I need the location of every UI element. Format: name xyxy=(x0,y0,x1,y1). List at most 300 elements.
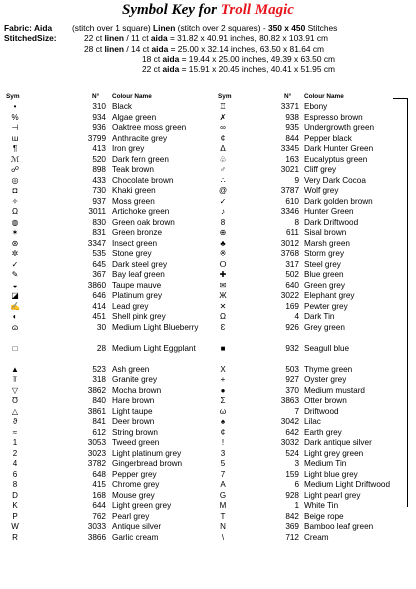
colour-name: Blue green xyxy=(304,270,344,279)
colour-name: Green oak brown xyxy=(112,217,175,227)
symbol-key-row xyxy=(212,123,412,134)
symbol-key-row xyxy=(4,260,204,271)
colour-name: Ebony xyxy=(304,102,328,111)
dmc-number: 3 xyxy=(294,459,299,468)
symbol: ✓ xyxy=(219,196,227,206)
colour-name: Undergrowth green xyxy=(304,123,375,132)
symbol: ✓ xyxy=(11,259,19,269)
colour-name: Dark Hunter Green xyxy=(304,144,374,153)
symbol: □ xyxy=(12,343,18,353)
symbol: ♂ xyxy=(220,165,226,174)
dmc-number: 926 xyxy=(285,322,299,332)
right-rows xyxy=(212,102,412,543)
symbol: R xyxy=(12,532,18,542)
symbol: ✧ xyxy=(11,196,19,206)
dmc-number: 935 xyxy=(285,123,299,132)
symbol-key-row xyxy=(4,522,204,533)
symbol-key-row xyxy=(4,312,204,323)
symbol: T xyxy=(220,511,226,521)
dmc-number: 3011 xyxy=(88,207,106,216)
colour-name: Eucalyptus green xyxy=(304,154,368,164)
page-title xyxy=(0,2,416,19)
colour-name: Mouse grey xyxy=(112,490,155,500)
symbol-key-row xyxy=(4,155,204,166)
dmc-number: 646 xyxy=(92,291,106,300)
symbol: 1 xyxy=(12,438,18,447)
colour-name: Light platinum grey xyxy=(112,448,182,458)
symbol: G xyxy=(219,490,227,500)
symbol: ✚ xyxy=(219,270,227,279)
symbol: A xyxy=(220,480,226,489)
sym-header: Sym xyxy=(218,93,232,100)
dmc-number: 3033 xyxy=(87,522,106,531)
symbol: ɷ xyxy=(11,322,19,332)
colour-name: Chocolate brown xyxy=(112,175,174,185)
symbol: ✗ xyxy=(219,112,227,122)
symbol-key-row xyxy=(212,239,412,250)
colour-name: Sisal brown xyxy=(304,228,347,237)
colour-name: Taupe mauve xyxy=(112,280,162,290)
dmc-number: 370 xyxy=(285,385,299,395)
colour-name: Grey green xyxy=(304,322,345,332)
colour-name: Bay leaf green xyxy=(112,270,165,279)
symbol-key-row xyxy=(212,512,412,523)
symbol-key-row xyxy=(4,438,204,449)
symbol: △ xyxy=(11,406,19,416)
dmc-number: 30 xyxy=(96,322,106,332)
colour-name: Gingerbread brown xyxy=(112,459,183,468)
dmc-number: 3782 xyxy=(87,459,106,468)
colour-name: Algae green xyxy=(112,112,157,122)
symbol-key-row xyxy=(4,123,204,134)
colour-name: Teak brown xyxy=(112,165,154,174)
symbol: ! xyxy=(221,438,225,447)
colour-name: Ash green xyxy=(112,364,150,374)
symbol: • xyxy=(13,102,17,111)
symbol: ✍ xyxy=(10,301,20,311)
symbol-key-row xyxy=(4,176,204,187)
colour-name: Dark fern green xyxy=(112,154,169,164)
symbol-key-row xyxy=(212,501,412,512)
dmc-number: 840 xyxy=(92,396,106,405)
symbol-key-row xyxy=(4,365,204,376)
symbol-key-row xyxy=(212,312,412,323)
dmc-number: 3023 xyxy=(87,448,106,458)
dmc-number: 7 xyxy=(294,406,299,416)
symbol: ✶ xyxy=(11,228,19,237)
symbol-key-row xyxy=(212,459,412,470)
symbol-key-left-column xyxy=(4,93,204,543)
fabric-size-info xyxy=(4,23,414,74)
dmc-number: 502 xyxy=(285,270,299,279)
fabric-label: Fabric: Aida xyxy=(4,23,53,33)
symbol-key-row xyxy=(212,270,412,281)
symbol: ♣ xyxy=(220,238,226,248)
colour-name: Platinum grey xyxy=(112,291,163,300)
symbol: ▽ xyxy=(11,385,19,395)
colour-name: Earth grey xyxy=(304,427,342,437)
symbol: M xyxy=(219,501,227,510)
colour-name: Chrome grey xyxy=(112,480,160,489)
symbol-key-row xyxy=(4,134,204,145)
colour-name: Dark Tin xyxy=(304,312,335,321)
dmc-number: 645 xyxy=(92,259,106,269)
symbol: ● xyxy=(220,385,226,395)
colour-name: Beige rope xyxy=(304,511,344,521)
symbol: Ω xyxy=(220,312,226,321)
symbol: ∴ xyxy=(220,175,226,185)
title-pattern-name: Troll Magic xyxy=(220,2,294,18)
colour-name: Stone grey xyxy=(112,249,152,258)
colour-name-header: Colour Name xyxy=(112,93,152,100)
symbol-key-row xyxy=(212,428,412,439)
dmc-number: 3860 xyxy=(87,280,106,290)
symbol-key-row xyxy=(212,417,412,428)
dmc-number: 523 xyxy=(92,364,106,374)
dmc-number: 310 xyxy=(92,102,106,111)
symbol: 8 xyxy=(220,217,226,227)
colour-name: Lilac xyxy=(304,417,321,426)
dmc-number: 413 xyxy=(92,144,106,153)
colour-name: Seagull blue xyxy=(304,343,350,353)
dmc-number: 414 xyxy=(92,301,106,311)
symbol-key-row xyxy=(4,533,204,544)
symbol: ◎ xyxy=(11,175,19,185)
dmc-number: 3861 xyxy=(87,406,106,416)
colour-name: Storm grey xyxy=(304,249,345,258)
dmc-number: 831 xyxy=(92,228,106,237)
colour-name: Granite grey xyxy=(112,375,158,384)
dmc-number: 642 xyxy=(285,427,299,437)
dmc-number: 3799 xyxy=(87,133,106,143)
dmc-number: 712 xyxy=(285,532,299,542)
colour-name: Light grey green xyxy=(304,448,364,458)
dmc-number: 4 xyxy=(294,312,299,321)
colour-name: Green bronze xyxy=(112,228,163,237)
left-column-header xyxy=(4,93,204,102)
colour-name: Hare brown xyxy=(112,396,155,405)
dmc-number: 644 xyxy=(92,501,106,510)
symbol-key-row xyxy=(212,249,412,260)
symbol-key-row xyxy=(4,270,204,281)
colour-name: Green grey xyxy=(304,280,345,290)
symbol-key-row xyxy=(212,197,412,208)
dmc-number: 830 xyxy=(92,217,106,227)
colour-name: String brown xyxy=(112,427,158,437)
symbol-key-row xyxy=(212,344,412,365)
dmc-number: 9 xyxy=(294,175,299,185)
symbol-key-row xyxy=(4,113,204,124)
title-prefix: Symbol Key for xyxy=(122,2,218,18)
dmc-number: 1 xyxy=(294,501,299,510)
symbol-key-row xyxy=(212,228,412,239)
colour-name: Dark steel grey xyxy=(112,259,168,269)
colour-name: Light blue grey xyxy=(304,469,358,479)
colour-name-header: Colour Name xyxy=(304,93,344,100)
symbol-key-row xyxy=(4,197,204,208)
dmc-number: 936 xyxy=(92,123,106,132)
colour-name: Cream xyxy=(304,532,329,542)
dmc-number: 8 xyxy=(294,217,299,227)
symbol-key-row xyxy=(4,323,204,344)
dmc-number: 520 xyxy=(92,154,106,164)
symbol-key-row xyxy=(4,218,204,229)
fabric-line xyxy=(4,23,414,33)
dmc-number: 842 xyxy=(285,511,299,521)
symbol-key-row xyxy=(4,512,204,523)
symbol: ♖ xyxy=(219,102,227,111)
symbol-key-row xyxy=(4,344,204,365)
colour-name: Insect green xyxy=(112,238,158,248)
symbol: Ж xyxy=(219,291,227,300)
symbol-key-row xyxy=(4,417,204,428)
symbol: @ xyxy=(218,186,228,195)
colour-name: Mocha brown xyxy=(112,385,162,395)
dmc-number: 524 xyxy=(285,448,299,458)
symbol: Σ xyxy=(220,396,226,405)
symbol-key-row xyxy=(4,501,204,512)
colour-name: Lead grey xyxy=(112,301,149,311)
symbol-key-row xyxy=(4,144,204,155)
dmc-number: 3787 xyxy=(280,186,299,195)
dmc-number: 433 xyxy=(92,175,106,185)
dmc-number: 3032 xyxy=(280,438,299,447)
symbol: ⵔ xyxy=(219,259,227,269)
dmc-number: 938 xyxy=(285,112,299,122)
symbol-key-row xyxy=(4,228,204,239)
symbol: Ɛ xyxy=(220,322,226,332)
symbol-key-row xyxy=(212,165,412,176)
colour-name: Cliff grey xyxy=(304,165,337,174)
colour-name: Pearl grey xyxy=(112,511,150,521)
symbol: X xyxy=(220,364,226,374)
right-column-header xyxy=(212,93,412,102)
symbol-key-row xyxy=(212,113,412,124)
colour-name: Driftwood xyxy=(304,406,339,416)
symbol: ϑ xyxy=(12,417,18,426)
symbol: ᐃ xyxy=(220,144,226,153)
symbol-key-row xyxy=(212,291,412,302)
dmc-number: 6 xyxy=(294,480,299,489)
colour-name: Khaki green xyxy=(112,186,156,195)
symbol-key-row xyxy=(212,260,412,271)
dmc-number: 3863 xyxy=(280,396,299,405)
dmc-number: 3768 xyxy=(280,249,299,258)
dmc-number: 3862 xyxy=(87,385,106,395)
sym-header: Sym xyxy=(6,93,20,100)
symbol: 5 xyxy=(220,459,226,468)
symbol: ≈ xyxy=(12,427,18,437)
symbol-key-row xyxy=(212,302,412,313)
number-header: N° xyxy=(284,93,292,100)
dmc-number: 3346 xyxy=(280,207,299,216)
symbol: Ʊ xyxy=(12,396,18,405)
colour-name: Dark antique silver xyxy=(304,438,372,447)
colour-name: Dark Driftwood xyxy=(304,217,359,227)
stitched-size-label: StitchedSize: xyxy=(4,33,57,44)
symbol: 7 xyxy=(220,469,226,479)
dmc-number: 3053 xyxy=(87,438,106,447)
symbol-key-row xyxy=(212,134,412,145)
symbol: ◒ xyxy=(12,280,18,290)
stitched-size-line xyxy=(4,33,414,43)
symbol-key-row xyxy=(4,428,204,439)
symbol-key-row xyxy=(4,165,204,176)
dmc-number: 3012 xyxy=(280,238,299,248)
symbol: ¢ xyxy=(220,133,226,143)
colour-name: Medium Light Eggplant xyxy=(112,343,196,353)
symbol-key-row xyxy=(212,281,412,292)
colour-name: Light green grey xyxy=(112,501,172,510)
symbol: ℳ xyxy=(10,154,20,164)
symbol-key-row xyxy=(212,218,412,229)
symbol: ✕ xyxy=(219,301,227,311)
symbol: ω xyxy=(219,406,227,416)
dmc-number: 841 xyxy=(92,417,106,426)
colour-name: Medium Light Blueberry xyxy=(112,322,199,332)
symbol: ♧ xyxy=(219,154,227,164)
symbol: ※ xyxy=(219,249,227,258)
symbol: ☍ xyxy=(10,165,20,174)
dmc-number: 451 xyxy=(92,312,106,321)
symbol: 8 xyxy=(12,480,18,489)
symbol: ◪ xyxy=(11,291,19,300)
colour-name: Marsh green xyxy=(304,238,350,248)
colour-name: Medium Tin xyxy=(304,459,347,468)
symbol-key-row xyxy=(212,102,412,113)
symbol-key-row xyxy=(4,375,204,386)
symbol-key-row xyxy=(212,365,412,376)
symbol-key-row xyxy=(4,239,204,250)
dmc-number: 169 xyxy=(285,301,299,311)
colour-name: Steel grey xyxy=(304,259,341,269)
symbol: ¢ xyxy=(220,427,226,437)
dmc-number: 317 xyxy=(285,259,299,269)
size-line-3: 18 ct aida = 19.44 x 25.00 inches, 49.39 x 63.50 cm xyxy=(142,53,335,64)
dmc-number: 415 xyxy=(92,480,106,489)
colour-name: Wolf grey xyxy=(304,186,339,195)
symbol: ✉ xyxy=(219,280,227,290)
symbol-key-row xyxy=(4,459,204,470)
colour-name: Thyme green xyxy=(304,364,353,374)
dmc-number: 932 xyxy=(285,343,299,353)
symbol: ¶ xyxy=(12,144,18,153)
colour-name: Dark golden brown xyxy=(304,196,373,206)
dmc-number: 762 xyxy=(92,511,106,521)
symbol-key-row xyxy=(4,480,204,491)
colour-name: Very Dark Cocoa xyxy=(304,175,366,185)
symbol-key-row xyxy=(212,470,412,481)
symbol: N xyxy=(220,522,226,531)
dmc-number: 610 xyxy=(285,196,299,206)
symbol-key-row xyxy=(212,144,412,155)
symbol-key-right-column xyxy=(212,93,412,543)
symbol-key-row xyxy=(4,449,204,460)
symbol: + xyxy=(220,375,226,384)
symbol-key-row xyxy=(212,375,412,386)
colour-name: Garlic cream xyxy=(112,532,159,542)
symbol: % xyxy=(11,112,19,122)
symbol-key-row xyxy=(4,186,204,197)
dmc-number: 503 xyxy=(285,364,299,374)
symbol-key-row xyxy=(212,176,412,187)
symbol-key-row xyxy=(212,386,412,397)
size-line-1: 22 ct linen / 11 ct aida = 31.82 x 40.91 inches, 80.82 x 103.91 cm xyxy=(84,33,329,44)
dmc-number: 318 xyxy=(92,375,106,384)
dmc-number: 928 xyxy=(285,490,299,500)
colour-name: Medium mustard xyxy=(304,385,365,395)
dmc-number: 611 xyxy=(285,228,299,237)
symbol-key-row xyxy=(4,281,204,292)
colour-name: Espresso brown xyxy=(304,112,363,122)
colour-name: Iron grey xyxy=(112,144,145,153)
symbol: P xyxy=(12,511,18,521)
colour-name: Medium Light Driftwood xyxy=(304,480,391,489)
colour-name: Moss green xyxy=(112,196,155,206)
dmc-number: 3866 xyxy=(87,532,106,542)
colour-name: Hunter Green xyxy=(304,207,354,216)
symbol: ♪ xyxy=(221,207,225,216)
dmc-number: 369 xyxy=(285,522,299,531)
colour-name: Pepper black xyxy=(304,133,352,143)
colour-name: Pewter grey xyxy=(304,301,348,311)
dmc-number: 640 xyxy=(285,280,299,290)
fabric-details: (stitch over 1 square) Linen (stitch over 2 squares) - 350 x 450 Stitches xyxy=(72,23,338,33)
symbol: ◐ xyxy=(12,312,18,321)
symbol: ∞ xyxy=(220,123,226,132)
symbol-key-row xyxy=(212,396,412,407)
dmc-number: 934 xyxy=(92,112,106,122)
dmc-number: 3042 xyxy=(280,417,299,426)
symbol-key-row xyxy=(212,186,412,197)
symbol: ⫪ xyxy=(12,375,18,384)
symbol: ⊛ xyxy=(11,238,19,248)
symbol-key-row xyxy=(212,207,412,218)
symbol-key-row xyxy=(212,438,412,449)
colour-name: Antique silver xyxy=(112,522,162,531)
symbol-key-row xyxy=(212,407,412,418)
symbol: ♠ xyxy=(220,417,226,426)
dmc-number: 898 xyxy=(92,165,106,174)
colour-name: Light taupe xyxy=(112,406,153,416)
dmc-number: 3022 xyxy=(280,291,299,300)
symbol: 3 xyxy=(220,448,226,458)
size-line-2: 28 ct linen / 14 ct aida = 25.00 x 32.14 inches, 63.50 x 81.64 cm xyxy=(84,43,325,54)
symbol: ✲ xyxy=(11,249,19,258)
dmc-number: 28 xyxy=(96,343,106,353)
symbol-key-row xyxy=(212,491,412,502)
symbol: Ω xyxy=(12,207,18,216)
colour-name: Shell pink grey xyxy=(112,312,166,321)
colour-name: Black xyxy=(112,102,133,111)
symbol: ▲ xyxy=(11,364,19,374)
dmc-number: 367 xyxy=(92,270,106,279)
colour-name: Light pearl grey xyxy=(304,490,361,500)
symbol: W xyxy=(11,522,19,531)
symbol: 2 xyxy=(12,448,18,458)
dmc-number: 937 xyxy=(92,196,106,206)
symbol-key-row xyxy=(4,102,204,113)
symbol: ⊣ xyxy=(11,123,19,132)
dmc-number: 648 xyxy=(92,469,106,479)
left-rows xyxy=(4,102,204,543)
colour-name: Tweed green xyxy=(112,438,160,447)
colour-name: Oaktree moss green xyxy=(112,123,187,132)
symbol-key-row xyxy=(212,522,412,533)
symbol: ■ xyxy=(220,343,226,353)
size-line-4: 22 ct aida = 15.91 x 20.45 inches, 40.41 x 51.95 cm xyxy=(142,64,335,75)
symbol-key-row xyxy=(4,291,204,302)
